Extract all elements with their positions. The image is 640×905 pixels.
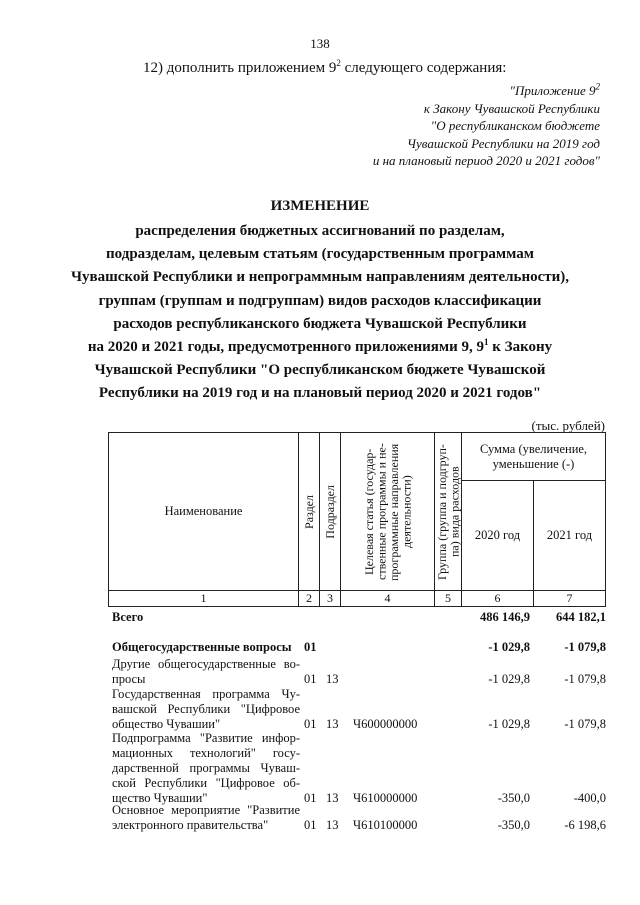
row-value-2021: -6 198,6: [564, 818, 606, 832]
row-value-2021: -1 079,8: [564, 717, 606, 731]
subtitle-line: подразделам, целевым статьям (государственным программам: [106, 246, 534, 263]
subtitle-line: Чувашской Республики и непрограммным направлениям деятельности),: [70, 269, 570, 286]
intro-tail: следующего содержания:: [340, 60, 507, 76]
intro-main: 12) дополнить приложением 9: [143, 60, 337, 76]
row-value-2020: -1 029,8: [488, 640, 530, 654]
appendix-line-5: и на плановый период 2020 и 2021 годов": [372, 153, 600, 169]
subtitle-tail: к Закону: [488, 339, 553, 356]
col-number: 4: [341, 591, 435, 607]
table-row: [108, 687, 608, 732]
header-target: Целевая статья (государ-ственные программы и не-программные направления деятельности): [361, 442, 413, 581]
units-label: (тыс. рублей): [531, 418, 605, 433]
row-target: Ч610000000: [353, 791, 418, 805]
appendix-line-1-text: "Приложение 9: [509, 83, 596, 98]
subtitle-line: Республики на 2019 год и на плановый период 2020 и 2021 годов": [98, 385, 542, 402]
header-group-cell: [435, 433, 462, 591]
row-value-2021: -1 079,8: [564, 672, 606, 686]
subtitle-line: расходов республиканского бюджета Чувашской Республики: [113, 315, 527, 332]
row-name: [112, 803, 300, 833]
col-number: 7: [534, 591, 606, 607]
header-section: Раздел: [301, 494, 316, 529]
row-section: 01: [304, 791, 317, 805]
appendix-line-3: "О республиканском бюджете: [430, 118, 600, 134]
row-subsection: 13: [326, 791, 339, 805]
intro-sup: 2: [336, 58, 341, 68]
row-name-line: Всего: [112, 610, 144, 624]
row-section: 01: [304, 672, 317, 686]
row-subsection: 13: [326, 717, 339, 731]
row-name-line: Основное мероприятие "Развитие: [112, 803, 300, 817]
subtitle-line-text: на 2020 и 2021 годы, предусмотренного приложениями 9, 9: [87, 339, 485, 356]
row-name: [112, 657, 300, 687]
row-name-line: просы: [112, 672, 146, 686]
row-name-line: мационных технологий" госу-: [112, 746, 300, 760]
row-name: [112, 640, 300, 655]
row-name: [112, 610, 300, 625]
row-section: 01: [304, 640, 317, 654]
subtitle-sup: 1: [484, 337, 489, 348]
table-row: [108, 803, 608, 833]
row-name-line: дарственной программы Чуваш-: [112, 761, 300, 775]
row-name-line: ской Республики "Цифровое об-: [112, 776, 300, 790]
header-subsection: Подраздел: [322, 484, 337, 539]
appendix-line-1-sup: 2: [595, 81, 600, 92]
row-name: [112, 731, 300, 806]
row-value-2021: 644 182,1: [556, 610, 606, 624]
subtitle-line: [60, 336, 580, 359]
row-name-line: Подпрограмма "Развитие инфор-: [112, 731, 300, 745]
col-number: 6: [462, 591, 534, 607]
row-value-2020: -350,0: [497, 818, 530, 832]
row-name: [112, 687, 300, 732]
subtitle-line: группам (группам и подгруппам) видов расходов классификации: [98, 292, 542, 309]
appendix-reference: [270, 82, 600, 170]
row-value-2020: -1 029,8: [488, 717, 530, 731]
row-value-2020: -350,0: [497, 791, 530, 805]
header-group: Группа (группа и подгруп-па) вида расходов: [434, 443, 461, 580]
table-row: [108, 657, 608, 687]
table-row: [108, 731, 608, 806]
row-name-line: Другие общегосударственные во-: [112, 657, 300, 671]
col-number: 5: [435, 591, 462, 607]
row-name-line: электронного правительства": [112, 818, 269, 832]
row-subsection: 13: [326, 672, 339, 686]
row-name-line: щество Чувашии": [112, 791, 208, 805]
row-value-2020: 486 146,9: [480, 610, 530, 624]
col-number: 1: [109, 591, 299, 607]
row-name-line: Государственная программа Чу-: [112, 687, 300, 701]
table-row: [108, 640, 608, 655]
subtitle-line: Чувашской Республики "О республиканском бюджете Чувашской: [94, 362, 546, 379]
col-number: 2: [299, 591, 320, 607]
header-sum: Сумма (увеличение, уменьшение (-): [462, 433, 606, 481]
table-row: [108, 610, 608, 625]
row-subsection: 13: [326, 818, 339, 832]
col-number: 3: [320, 591, 341, 607]
row-value-2020: -1 029,8: [488, 672, 530, 686]
row-name-line: Общегосударственные вопросы: [112, 640, 292, 654]
row-target: Ч610100000: [353, 818, 418, 832]
row-name-line: общество Чувашии": [112, 717, 221, 731]
header-subsection-cell: [320, 433, 341, 591]
row-name-line: вашской Республики "Цифровое: [112, 702, 300, 716]
header-year-2021: 2021 год: [534, 481, 606, 591]
header-target-cell: [341, 433, 435, 591]
row-value-2021: -1 079,8: [564, 640, 606, 654]
intro-text: [143, 60, 506, 77]
appendix-line-4: Чувашской Республики на 2019 год: [407, 135, 600, 151]
table-header: [108, 432, 606, 607]
row-value-2021: -400,0: [573, 791, 606, 805]
subtitle-line: распределения бюджетных ассигнований по разделам,: [135, 223, 505, 239]
page-number: 138: [310, 36, 330, 51]
row-target: Ч600000000: [353, 717, 418, 731]
row-section: 01: [304, 717, 317, 731]
appendix-line-2: к Закону Чувашской Республики: [423, 100, 600, 116]
appendix-line-1: [270, 82, 600, 100]
row-section: 01: [304, 818, 317, 832]
header-name: Наименование: [109, 433, 299, 591]
doc-title: ИЗМЕНЕНИЕ: [270, 198, 370, 214]
header-section-cell: [299, 433, 320, 591]
header-year-2020: 2020 год: [462, 481, 534, 591]
doc-subtitle: [60, 220, 580, 406]
